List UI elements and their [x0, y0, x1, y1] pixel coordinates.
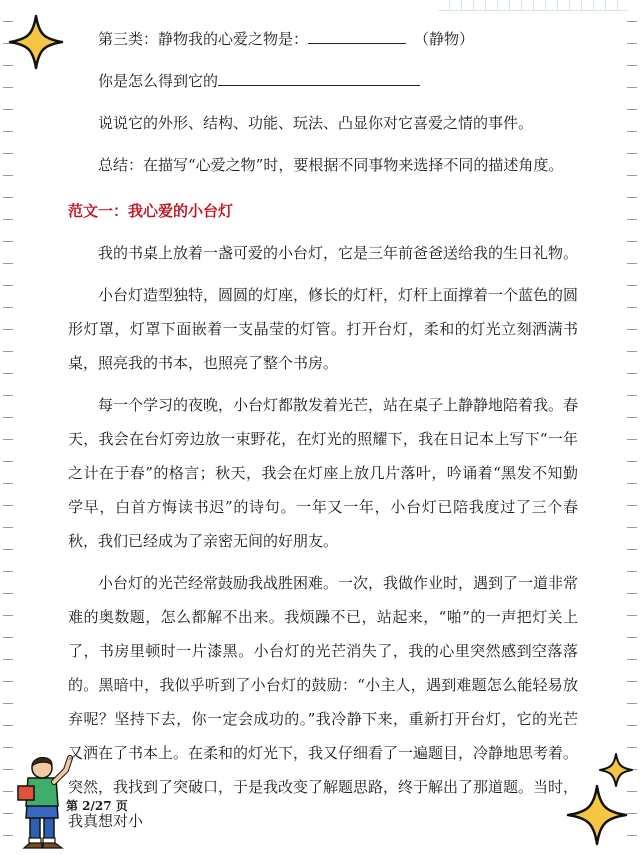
left-margin-ticks — [3, 0, 13, 855]
essay-heading: 范文一：我心爱的小台灯 — [68, 202, 234, 220]
question-label: 你是怎么得到它的 — [98, 72, 219, 90]
summary-line: 总结：在描写“心爱之物”时，要根据不同事物来选择不同的描述角度。 — [98, 156, 564, 174]
paragraph-3: 每一个学习的夜晚，小台灯都散发着光芒，站在桌子上静静地陪着我。春天，我会在台灯旁边放一束野花，在灯光的照耀下，我在日记本上写下“一年之计在于春”的格言；秋天，我会在灯座上放几片落叶，吟诵着“黑发不知勤学早，白首方悔读书迟”的诗句。一年又一年，小台灯已陪我度过了三个春秋，我们已经成为了亲密无间的好朋友。 — [68, 396, 579, 550]
category-suffix: （静物） — [414, 30, 475, 48]
sparkle-bottom-right-small-icon — [598, 752, 634, 788]
sparkle-top-left-icon — [8, 14, 64, 70]
document-body — [68, 22, 578, 838]
paragraph-2: 小台灯造型独特，圆圆的灯座，修长的灯杆，灯杆上面撑着一个蓝色的圆形灯罩，灯罩下面嵌着一支晶莹的灯管。打开台灯，柔和的灯光立刻洒满书桌，照亮我的书本，也照亮了整个书房。 — [68, 286, 579, 372]
category-line — [68, 22, 578, 56]
fill-blank-line — [308, 25, 406, 44]
question-line — [68, 64, 578, 98]
paragraph-4: 小台灯的光芒经常鼓励我战胜困难。一次，我做作业时，遇到了一道非常难的奥数题，怎么都解不出来。我烦躁不已，站起来，“啪”的一声把灯关上了，书房里顿时一片漆黑。小台灯的光芒消失了，我的心里突然感到空落落的。黑暗中，我似乎听到了小台灯的鼓励：“小主人，遇到难题怎么能轻易放弃呢？坚持下去，你一定会成功的。”我冷静下来，重新打开台灯，它的光芒又洒在了书本上。在柔和的灯光下，我又仔细看了一遍题目，冷静地思考着。突然，我找到了突破口，于是我改变了解题思路，终于解出了那道题。当时，我真想对小 — [68, 574, 579, 830]
top-grid-decoration — [438, 0, 628, 11]
page-number: 第 2/27 页 — [66, 799, 128, 813]
right-margin-ticks — [627, 0, 637, 855]
category-label: 第三类：静物我的心爱之物是： — [98, 30, 309, 48]
instruction-line: 说说它的外形、结构、功能、玩法、凸显你对它喜爱之情的事件。 — [98, 114, 534, 132]
fill-blank-line — [218, 67, 420, 86]
paragraph-1: 我的书桌上放着一盏可爱的小台灯，它是三年前爸爸送给我的生日礼物。 — [98, 244, 579, 262]
